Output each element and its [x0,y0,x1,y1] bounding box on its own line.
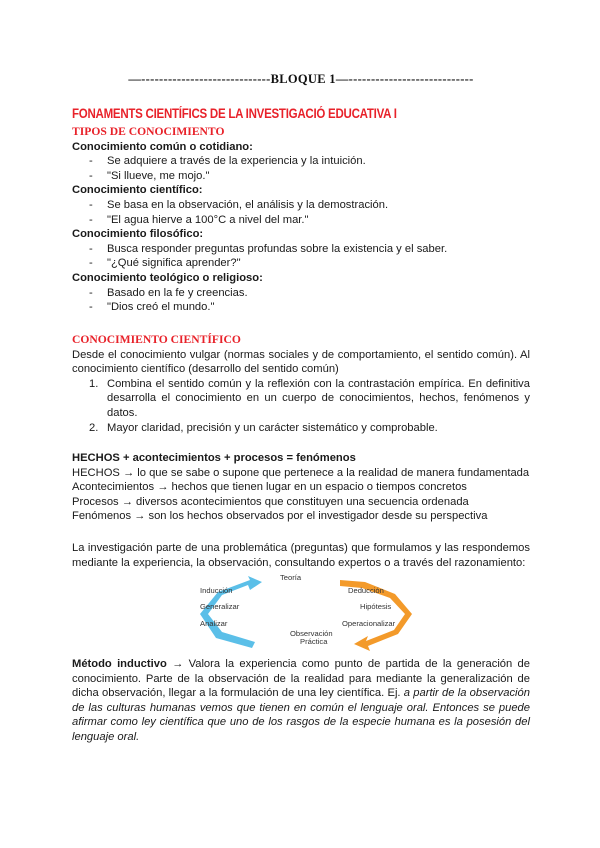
hechos-section [72,451,530,524]
label-generalizar: Generalizar [200,602,240,611]
list-item: - Busca responder preguntas profundas sobre la existencia y el saber. [72,242,530,257]
hechos-heading: HECHOS + acontecimientos + procesos = fenómenos [72,452,356,464]
hechos-line: Fenómenos → son los hechos observados por el investigador desde su perspectiva [72,510,488,523]
label-induccion: Inducción [200,586,233,595]
list-item: - "El agua hierve a 100°C a nivel del mar." [72,213,530,228]
label-teoria: Teoría [280,573,302,582]
hechos-line: Acontecimientos → hechos que tienen lugar en un espacio o tiempos concretos [72,481,467,494]
group-label-teologico: Conocimiento teológico o religioso: [72,271,263,284]
bloque-divider: —-----------------------------BLOQUE 1—---------------------------- [128,72,474,86]
metodo-text: → Valora la experiencia como punto de partida de la generación de conocimiento. Parte de la observación de la realidad para mediante la generalización de dicha observación, llegar a la formulación de una ley científica. Ej. [72,658,530,700]
cientifico-section [72,333,530,435]
group-label-comun: Conocimiento común o cotidiano: [72,140,253,153]
point-number: 1. [89,377,99,390]
label-hipotesis: Hipótesis [360,602,392,611]
hechos-line: HECHOS → lo que se sabe o supone que pertenece a la realidad de manera fundamentada [72,466,530,479]
hechos-line: Procesos → diversos acontecimientos que constituyen una secuencia ordenada [72,495,469,508]
list-item: - Se adquiere a través de la experiencia y la intuición. [72,154,530,169]
label-practica: Práctica [300,637,328,646]
list-item: - "¿Qué significa aprender?" [72,256,530,271]
tipos-heading: TIPOS DE CONOCIMIENTO [72,125,225,138]
list-item: - "Si llueve, me mojo." [72,169,530,184]
investigacion-paragraph: La investigación parte de una problemática (preguntas) que formulamos y las respondemos mediante la experiencia, la observación, consultando expertos o a través del razonamiento: [72,542,530,569]
group-label-filosofico: Conocimiento filosófico: [72,228,204,241]
point-number: 2. [89,421,99,434]
metodo-paragraph [72,657,530,745]
research-cycle-svg [190,572,430,652]
group-label-cientifico: Conocimiento científico: [72,184,203,197]
label-observacion: Observación [290,629,333,638]
group-list-teologico [72,286,530,315]
metodo-example: a partir de la observación de las culturas humanas vemos que tienen en común el lenguaje oral. Entonces se puede afirmar como ley científica que uno de los rasgos de la especie humana es la posesión del lenguaje oral. [72,687,530,743]
point-text: Combina el sentido común y la reflexión con la contrastación empírica. En definitiva desarrolla el conocimiento en un cuerpo de conocimientos, hechos, fenómenos y datos. [107,377,530,419]
label-deduccion: Deducción [348,586,384,595]
list-item [72,421,530,436]
research-cycle-diagram [190,572,430,652]
cientifico-heading: CONOCIMIENTO CIENTÍFICO [72,333,241,346]
tipos-section [72,125,530,315]
group-list-comun [72,154,530,183]
cientifico-points [72,377,530,435]
metodo-label: Método inductivo [72,658,167,670]
label-operacionalizar: Operacionalizar [342,619,396,628]
list-item: - Basado en la fe y creencias. [72,286,530,301]
group-list-cientifico [72,198,530,227]
point-text: Mayor claridad, precisión y un carácter sistemático y comprobable. [107,421,438,434]
document-title: FONAMENTS CIENTÍFICS DE LA INVESTIGACIÓ EDUCATIVA I [72,106,397,121]
group-list-filosofico [72,242,530,271]
cientifico-intro: Desde el conocimiento vulgar (normas sociales y de comportamiento, el sentido común). Al conocimiento científico (desarrollo del sentido común) [72,348,530,376]
list-item [72,377,530,421]
list-item: - Se basa en la observación, el análisis y la demostración. [72,198,530,213]
label-analizar: Analizar [200,619,228,628]
list-item: - "Dios creó el mundo." [72,300,530,315]
